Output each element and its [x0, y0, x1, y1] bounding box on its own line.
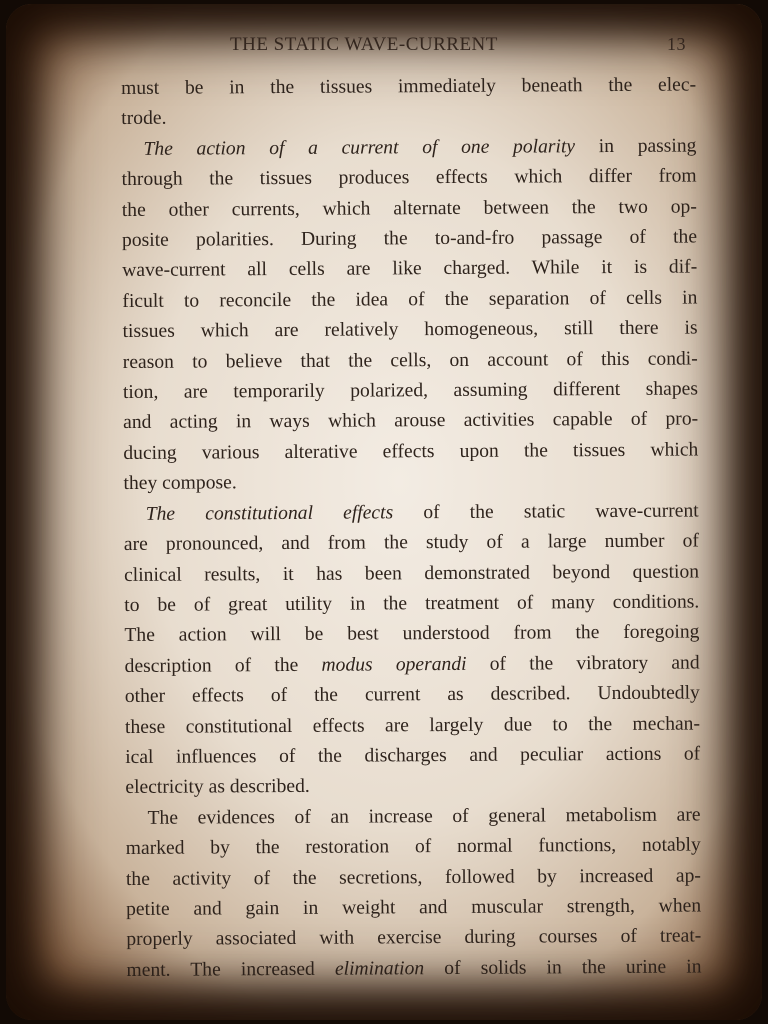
text-line: marked by the restoration of normal functions, notably [125, 834, 701, 860]
text-line [126, 952, 701, 986]
text-line: petite and gain in weight and muscular strength, when [126, 895, 702, 920]
text-run: in passing [575, 135, 697, 158]
running-title: THE STATIC WAVE-CURRENT [230, 34, 498, 55]
italic-phrase: modus operandi [321, 653, 467, 676]
paragraph [121, 131, 698, 499]
text-line: ficult to reconcile the idea of the separation of cells in [122, 287, 698, 312]
text-line [124, 496, 699, 530]
text-line: and acting in ways which arouse activities capable of pro- [123, 408, 699, 434]
text-line: The action will be best understood from the foregoing [124, 621, 700, 647]
page-number: 13 [667, 34, 686, 54]
text-run: of solids in the urine in [424, 956, 702, 979]
text-line: through the tissues produces effects which differ from [121, 165, 697, 191]
text-line: ducing various alterative effects upon the tissues which [123, 439, 699, 464]
paragraph [125, 800, 701, 986]
paragraph [124, 496, 701, 804]
text-line: these constitutional effects are largely due to the mechan- [124, 713, 701, 738]
text-line: trode. [121, 108, 167, 130]
text-line: are pronounced, and from the study of a large number of [123, 530, 699, 556]
text-run: description of the [124, 654, 322, 677]
text-run: of the static wave-current [393, 500, 699, 524]
text-line: wave-current all cells are like charged. While it is dif- [122, 256, 698, 282]
text-line: the other currents, which alternate between the two op- [121, 196, 697, 221]
italic-phrase: The action of a current of one polarity [143, 136, 576, 160]
text-line: tissues which are relatively homogeneous, still there is [122, 317, 698, 343]
text-line: ical influences of the discharges and peculiar actions of [125, 743, 701, 768]
text-run: ment. The increased [126, 958, 335, 981]
text-line: reason to believe that the cells, on account of this condi- [122, 348, 698, 373]
paragraph [121, 70, 696, 134]
text-line: electricity as described. [125, 776, 310, 799]
text-line [121, 131, 696, 165]
text-line [125, 648, 700, 682]
italic-phrase: elimination [334, 957, 425, 980]
text-line: clinical results, it has been demonstrated beyond question [123, 560, 700, 586]
book-page [6, 4, 762, 1020]
text-line: properly associated with exercise during courses of treat- [126, 925, 702, 951]
text-line: posite polarities. During the to-and-fro passage of the [121, 226, 698, 252]
text-line: other effects of the current as described. Undoubtedly [124, 682, 700, 708]
text-run: of the vibratory and [466, 652, 700, 675]
text-line: to be of great utility in the treatment of many conditions. [124, 591, 700, 616]
body-text [121, 70, 702, 986]
text-line: they compose. [123, 472, 237, 495]
italic-phrase: The constitutional effects [145, 502, 394, 525]
text-line: The evidences of an increase of general metabolism are [147, 804, 701, 829]
text-line: tion, are temporarily polarized, assuming different shapes [122, 378, 698, 404]
text-line: the activity of the secretions, followed by increased ap- [125, 865, 701, 890]
text-line: must be in the tissues immediately beneath the elec- [121, 74, 697, 99]
